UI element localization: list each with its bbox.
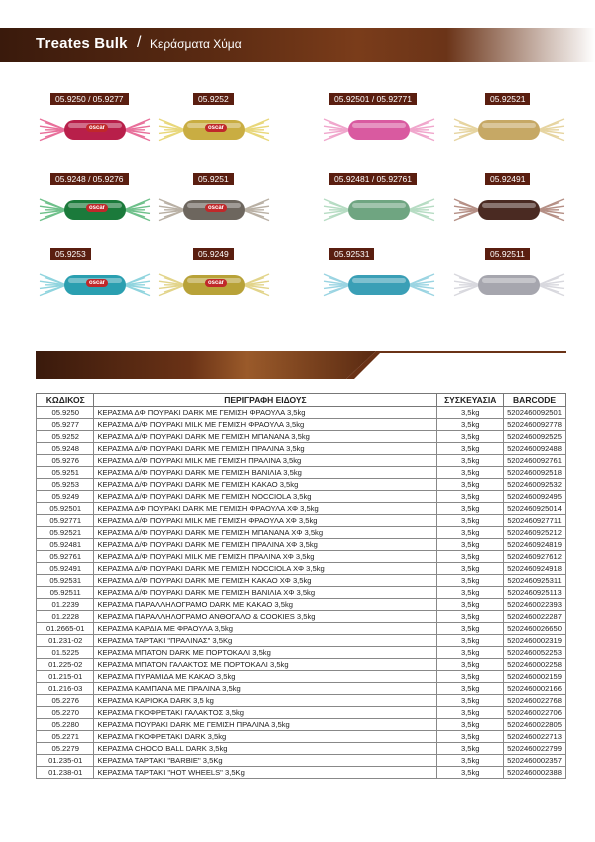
candy-image [155, 115, 273, 145]
cell-barcode: 5202460002357 [504, 755, 566, 767]
cell-code: 01.231-02 [37, 635, 94, 647]
candy-code-label: 05.9252 [193, 93, 234, 105]
table-row [37, 467, 566, 479]
table-row [37, 515, 566, 527]
cell-description: ΚΕΡΑΣΜΑ Δ/Φ ΠΟΥΡΑΚΙ DARK ΜΕ ΓΕΜΙΣΗ ΝΟCCIOLA 3,5kg [94, 491, 437, 503]
cell-description: ΚΕΡΑΣΜΑ Δ/Φ ΠΟΥΡΑΚΙ MILK ΜΕ ΓΕΜΙΣΗ ΠΡΑΛΙΝΑ 3,5kg [94, 455, 437, 467]
table-row [37, 647, 566, 659]
cell-package: 3,5kg [437, 539, 504, 551]
cell-package: 3,5kg [437, 455, 504, 467]
cell-code: 05.92771 [37, 515, 94, 527]
cell-package: 3,5kg [437, 575, 504, 587]
table-row [37, 695, 566, 707]
table-row [37, 719, 566, 731]
cell-code: 05.92521 [37, 527, 94, 539]
cell-description: ΚΕΡΑΣΜΑ ΤΑΡΤΑΚΙ "ΠΡΑΛΙΝΑΣ" 3,5Kg [94, 635, 437, 647]
candy-code-label: 05.9248 / 05.9276 [50, 173, 129, 185]
brand-logo: oscar [205, 124, 227, 132]
cell-package: 3,5kg [437, 551, 504, 563]
cell-description: ΚΕΡΑΣΜΑ ΓΚΟΦΡΕΤΑΚΙ ΓΑΛΑΚΤΟΣ 3,5kg [94, 707, 437, 719]
table-row [37, 623, 566, 635]
candy-code-label: 05.92511 [485, 248, 530, 260]
cell-code: 05.92491 [37, 563, 94, 575]
cell-code: 05.9248 [37, 443, 94, 455]
candy-image [320, 115, 438, 145]
cell-package: 3,5kg [437, 719, 504, 731]
table-row [37, 707, 566, 719]
cell-code: 01.225-02 [37, 659, 94, 671]
cell-description: ΚΕΡΑΣΜΑ Δ/Φ ΠΟΥΡΑΚΙ DARK ΜΕ ΓΕΜΙΣΗ ΚΑΚΑΟ 3,5kg [94, 479, 437, 491]
brand-logo: oscar [205, 279, 227, 287]
table-row [37, 539, 566, 551]
candy-image [155, 195, 273, 225]
cell-code: 05.2280 [37, 719, 94, 731]
candy-image [320, 270, 438, 300]
cell-code: 05.92481 [37, 539, 94, 551]
cell-barcode: 5202460052253 [504, 647, 566, 659]
cell-code: 01.235-01 [37, 755, 94, 767]
cell-description: ΚΕΡΑΣΜΑ ΚΑΜΠΑΝΑ ΜΕ ΠΡΑΛΙΝΑ 3,5kg [94, 683, 437, 695]
cell-package: 3,5kg [437, 527, 504, 539]
cell-package: 3,5kg [437, 767, 504, 779]
cell-description: ΚΕΡΑΣΜΑ ΠΥΡΑΜΙΔΑ ΜΕ ΚΑΚΑΟ 3,5kg [94, 671, 437, 683]
cell-package: 3,5kg [437, 491, 504, 503]
candy-code-label: 05.92501 / 05.92771 [329, 93, 417, 105]
cell-barcode: 5202460924819 [504, 539, 566, 551]
table-row [37, 575, 566, 587]
candy-image [450, 270, 568, 300]
cell-code: 05.92511 [37, 587, 94, 599]
cell-package: 3,5kg [437, 407, 504, 419]
table-row [37, 431, 566, 443]
cell-description: ΚΕΡΑΣΜΑ ΜΠΑΤΟΝ ΓΑΛΑΚΤΟΣ ΜΕ ΠΟΡΤΟΚΑΛΙ 3,5kg [94, 659, 437, 671]
table-row [37, 503, 566, 515]
cell-package: 3,5kg [437, 695, 504, 707]
cell-code: 05.92501 [37, 503, 94, 515]
table-row [37, 767, 566, 779]
cell-description: ΚΕΡΑΣΜΑ Δ/Φ ΠΟΥΡΑΚΙ DARK ΜΕ ΓΕΜΙΣΗ ΒΑΝΙΛΙΑ ΧΦ 3,5kg [94, 587, 437, 599]
cell-description: ΚΕΡΑΣΜΑ ΤΑΡΤΑΚΙ "HOT WHEELS" 3,5Kg [94, 767, 437, 779]
cell-description: ΚΕΡΑΣΜΑ ΚΑΡΙΟΚΑ DARK 3,5 kg [94, 695, 437, 707]
candy-image [36, 270, 154, 300]
cell-code: 05.2276 [37, 695, 94, 707]
brand-logo: oscar [86, 124, 108, 132]
cell-package: 3,5kg [437, 683, 504, 695]
cell-barcode: 5202460002388 [504, 767, 566, 779]
cell-barcode: 5202460002258 [504, 659, 566, 671]
cell-code: 05.2279 [37, 743, 94, 755]
cell-barcode: 5202460092778 [504, 419, 566, 431]
cell-barcode: 5202460026650 [504, 623, 566, 635]
cell-description: ΚΕΡΑΣΜΑ Δ/Φ ΠΟΥΡΑΚΙ DARK ΜΕ ΓΕΜΙΣΗ ΚΑΚΑΟ ΧΦ 3,5kg [94, 575, 437, 587]
cell-barcode: 5202460092518 [504, 467, 566, 479]
table-header-row [37, 394, 566, 407]
cell-barcode: 5202460924918 [504, 563, 566, 575]
cell-package: 3,5kg [437, 635, 504, 647]
col-header-barcode: BARCODE [504, 394, 566, 407]
cell-code: 01.2239 [37, 599, 94, 611]
table-row [37, 635, 566, 647]
candy-code-label: 05.92521 [485, 93, 530, 105]
cell-description: ΚΕΡΑΣΜΑ Δ/Φ ΠΟΥΡΑΚΙ MILK ΜΕ ΓΕΜΙΣΗ ΦΡΑΟΥΛΑ 3,5kg [94, 419, 437, 431]
cell-description: ΚΕΡΑΣΜΑ Δ/Φ ΠΟΥΡΑΚΙ DARK ΜΕ ΓΕΜΙΣΗ ΜΠΑΝΑΝΑ ΧΦ 3,5kg [94, 527, 437, 539]
cell-barcode: 5202460002159 [504, 671, 566, 683]
table-row [37, 731, 566, 743]
cell-description: ΚΕΡΑΣΜΑ ΔΦ ΠΟΥΡΑΚΙ DARK ΜΕ ΓΕΜΙΣΗ ΦΡΑΟΥΛΑ 3,5kg [94, 407, 437, 419]
table-row [37, 659, 566, 671]
candy-image [450, 115, 568, 145]
cell-barcode: 5202460092532 [504, 479, 566, 491]
cell-code: 05.9250 [37, 407, 94, 419]
cell-description: ΚΕΡΑΣΜΑ ΓΚΟΦΡΕΤΑΚΙ DARK 3,5kg [94, 731, 437, 743]
cell-description: ΚΕΡΑΣΜΑ ΚΑΡΔΙΑ ΜΕ ΦΡΑΟΥΛΑ 3,5kg [94, 623, 437, 635]
candy-code-label: 05.9249 [193, 248, 234, 260]
cell-code: 05.2270 [37, 707, 94, 719]
page-header [0, 28, 595, 62]
cell-package: 3,5kg [437, 479, 504, 491]
cell-description: ΚΕΡΑΣΜΑ Δ/Φ ΠΟΥΡΑΚΙ DARK ΜΕ ΓΕΜΙΣΗ ΒΑΝΙΛΙΑ 3,5kg [94, 467, 437, 479]
cell-code: 05.9276 [37, 455, 94, 467]
cell-package: 3,5kg [437, 467, 504, 479]
cell-code: 05.9252 [37, 431, 94, 443]
table-row [37, 419, 566, 431]
cell-barcode: 5202460022799 [504, 743, 566, 755]
cell-package: 3,5kg [437, 623, 504, 635]
brand-logo: oscar [86, 204, 108, 212]
candy-code-label: 05.92481 / 05.92761 [329, 173, 417, 185]
col-header-package: ΣΥΣΚΕΥΑΣΙΑ [437, 394, 504, 407]
candy-code-label: 05.9253 [50, 248, 91, 260]
cell-code: 01.215-01 [37, 671, 94, 683]
cell-barcode: 5202460092761 [504, 455, 566, 467]
cell-code: 01.2228 [37, 611, 94, 623]
table-row [37, 527, 566, 539]
brand-logo: oscar [205, 204, 227, 212]
cell-barcode: 5202460092525 [504, 431, 566, 443]
cell-barcode: 5202460092501 [504, 407, 566, 419]
cell-package: 3,5kg [437, 671, 504, 683]
candy-image [36, 115, 154, 145]
cell-description: ΚΕΡΑΣΜΑ ΠΑΡΑΛΛΗΛΟΓΡΑΜΟ DARK ΜΕ ΚΑΚΑΟ 3,5kg [94, 599, 437, 611]
cell-description: ΚΕΡΑΣΜΑ ΠΑΡΑΛΛΗΛΟΓΡΑΜΟ ΑΝΘΟΓΑΛΟ & COOKIES 3,5kg [94, 611, 437, 623]
cell-description: ΚΕΡΑΣΜΑ Δ/Φ ΠΟΥΡΑΚΙ DARK ΜΕ ΓΕΜΙΣΗ ΠΡΑΛΙΝΑ 3,5kg [94, 443, 437, 455]
cell-package: 3,5kg [437, 443, 504, 455]
table-row [37, 455, 566, 467]
cell-barcode: 5202460925212 [504, 527, 566, 539]
cell-code: 01.2665-01 [37, 623, 94, 635]
cell-barcode: 5202460022706 [504, 707, 566, 719]
cell-description: ΚΕΡΑΣΜΑ Δ/Φ ΠΟΥΡΑΚΙ MILK ΜΕ ΓΕΜΙΣΗ ΦΡΑΟΥΛΑ ΧΦ 3,5kg [94, 515, 437, 527]
cell-code: 05.92761 [37, 551, 94, 563]
cell-barcode: 5202460927612 [504, 551, 566, 563]
cell-package: 3,5kg [437, 587, 504, 599]
cell-description: ΚΕΡΑΣΜΑ ΠΟΥΡΑΚΙ DARK ΜΕ ΓΕΜΙΣΗ ΠΡΑΛΙΝΑ 3,5kg [94, 719, 437, 731]
cell-barcode: 5202460022805 [504, 719, 566, 731]
cell-code: 01.216-03 [37, 683, 94, 695]
cell-description: ΚΕΡΑΣΜΑ ΤΑΡΤΑΚΙ "BARBIE" 3,5Kg [94, 755, 437, 767]
table-row [37, 407, 566, 419]
cell-code: 05.9253 [37, 479, 94, 491]
candy-image [320, 195, 438, 225]
section-divider [36, 351, 566, 381]
cell-barcode: 5202460002319 [504, 635, 566, 647]
table-row [37, 743, 566, 755]
table-row [37, 479, 566, 491]
cell-description: ΚΕΡΑΣΜΑ ΔΦ ΠΟΥΡΑΚΙ DARK ΜΕ ΓΕΜΙΣΗ ΦΡΑΟΥΛΑ ΧΦ 3,5kg [94, 503, 437, 515]
cell-barcode: 5202460022287 [504, 611, 566, 623]
cell-package: 3,5kg [437, 659, 504, 671]
cell-barcode: 5202460022713 [504, 731, 566, 743]
candy-code-label: 05.92531 [329, 248, 374, 260]
header-slash: / [137, 34, 142, 51]
candy-image [36, 195, 154, 225]
table-row [37, 587, 566, 599]
candy-image [450, 195, 568, 225]
table-row [37, 443, 566, 455]
cell-package: 3,5kg [437, 563, 504, 575]
cell-package: 3,5kg [437, 599, 504, 611]
candy-image [155, 270, 273, 300]
cell-package: 3,5kg [437, 611, 504, 623]
cell-package: 3,5kg [437, 707, 504, 719]
cell-description: ΚΕΡΑΣΜΑ Δ/Φ ΠΟΥΡΑΚΙ DARK ΜΕ ΓΕΜΙΣΗ ΠΡΑΛΙΝΑ ΧΦ 3,5kg [94, 539, 437, 551]
table-row [37, 563, 566, 575]
cell-package: 3,5kg [437, 755, 504, 767]
table-row [37, 755, 566, 767]
col-header-description: ΠΕΡΙΓΡΑΦΗ ΕΙΔΟΥΣ [94, 394, 437, 407]
header-title: Treates Bulk [36, 35, 128, 52]
cell-package: 3,5kg [437, 647, 504, 659]
cell-code: 01.5225 [37, 647, 94, 659]
cell-code: 05.2271 [37, 731, 94, 743]
brand-logo: oscar [86, 279, 108, 287]
table-row [37, 491, 566, 503]
col-header-code: ΚΩΔΙΚΟΣ [37, 394, 94, 407]
cell-code: 05.92531 [37, 575, 94, 587]
cell-package: 3,5kg [437, 503, 504, 515]
cell-barcode: 5202460022393 [504, 599, 566, 611]
header-subtitle: Κεράσματα Χύμα [150, 37, 242, 51]
cell-barcode: 5202460925311 [504, 575, 566, 587]
table-row [37, 611, 566, 623]
candy-code-label: 05.92491 [485, 173, 530, 185]
product-table [36, 393, 566, 779]
cell-barcode: 5202460092488 [504, 443, 566, 455]
cell-package: 3,5kg [437, 515, 504, 527]
cell-description: ΚΕΡΑΣΜΑ Δ/Φ ΠΟΥΡΑΚΙ MILK ΜΕ ΓΕΜΙΣΗ ΠΡΑΛΙΝΑ ΧΦ 3,5kg [94, 551, 437, 563]
candy-code-label: 05.9251 [193, 173, 234, 185]
cell-description: ΚΕΡΑΣΜΑ Δ/Φ ΠΟΥΡΑΚΙ DARK ΜΕ ΓΕΜΙΣΗ ΝΟCCIOLA ΧΦ 3,5kg [94, 563, 437, 575]
cell-barcode: 5202460925113 [504, 587, 566, 599]
cell-description: ΚΕΡΑΣΜΑ CHOCO BALL DARK 3,5kg [94, 743, 437, 755]
cell-description: ΚΕΡΑΣΜΑ Δ/Φ ΠΟΥΡΑΚΙ DARK ΜΕ ΓΕΜΙΣΗ ΜΠΑΝΑΝΑ 3,5kg [94, 431, 437, 443]
cell-package: 3,5kg [437, 431, 504, 443]
cell-description: ΚΕΡΑΣΜΑ ΜΠΑΤΟΝ DARK ΜΕ ΠΟΡΤΟΚΑΛΙ 3,5kg [94, 647, 437, 659]
cell-package: 3,5kg [437, 743, 504, 755]
cell-code: 05.9251 [37, 467, 94, 479]
cell-code: 05.9249 [37, 491, 94, 503]
table-row [37, 683, 566, 695]
cell-barcode: 5202460022768 [504, 695, 566, 707]
cell-barcode: 5202460927711 [504, 515, 566, 527]
cell-barcode: 5202460002166 [504, 683, 566, 695]
table-row [37, 671, 566, 683]
cell-code: 05.9277 [37, 419, 94, 431]
candy-code-label: 05.9250 / 05.9277 [50, 93, 129, 105]
cell-package: 3,5kg [437, 731, 504, 743]
cell-barcode: 5202460925014 [504, 503, 566, 515]
cell-package: 3,5kg [437, 419, 504, 431]
cell-barcode: 5202460092495 [504, 491, 566, 503]
table-row [37, 551, 566, 563]
cell-code: 01.238-01 [37, 767, 94, 779]
table-row [37, 599, 566, 611]
